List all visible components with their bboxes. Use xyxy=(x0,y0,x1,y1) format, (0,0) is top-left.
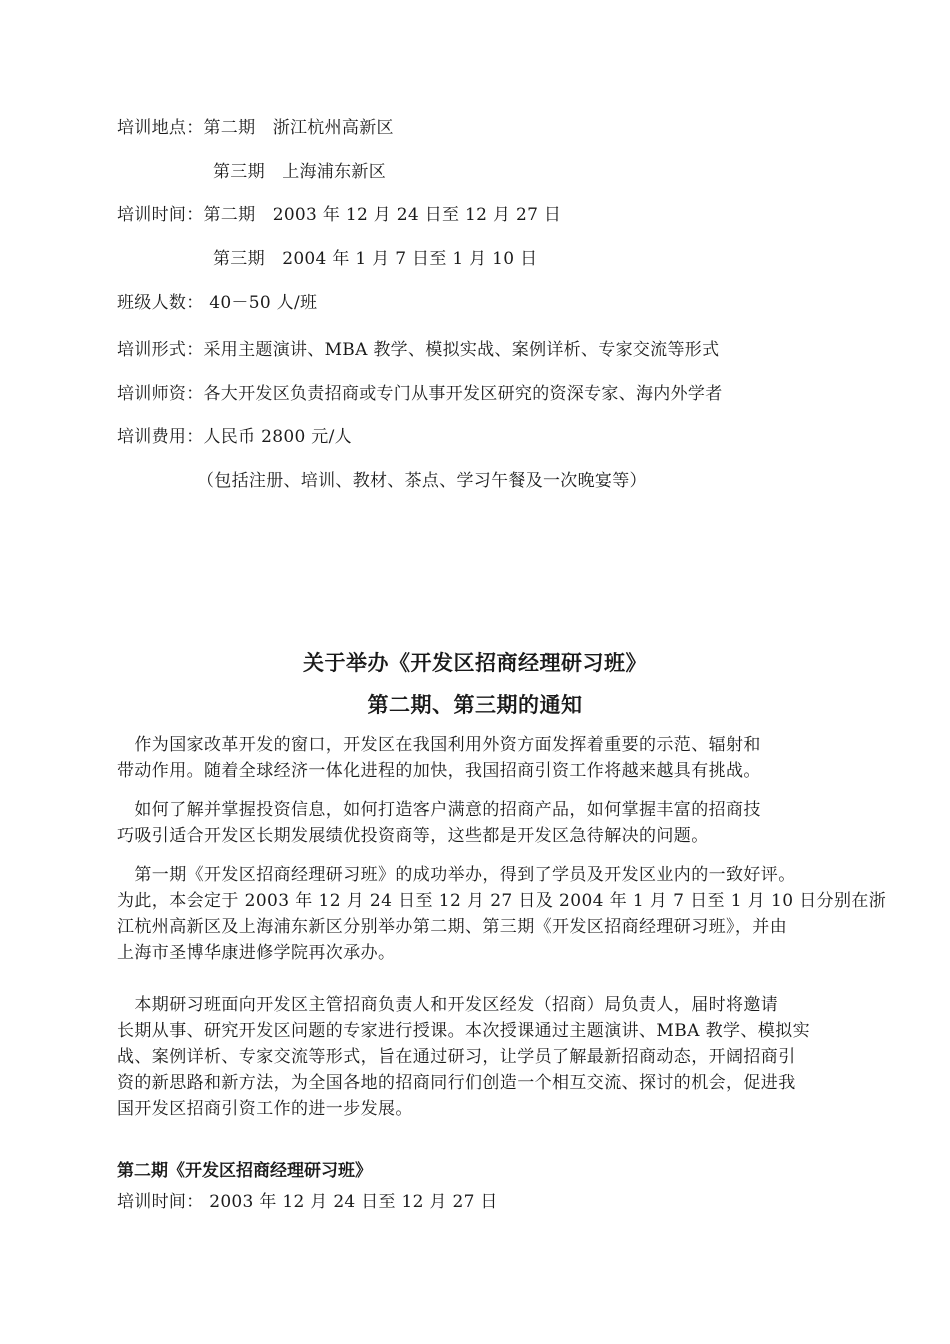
paragraph-line: 为此，本会定于 2003 年 12 月 24 日至 12 月 27 日及 2004 年 1 月 7 日至 1 月 10 日分别在浙 xyxy=(117,891,887,911)
paragraph-line: 上海市圣博华康进修学院再次承办。 xyxy=(117,943,396,963)
paragraph-3 xyxy=(117,862,887,966)
fee-line: 培训费用：人民币 2800 元/人 xyxy=(117,427,352,447)
paragraph-line: 作为国家改革开发的窗口，开发区在我国利用外资方面发挥着重要的示范、辐射和 xyxy=(117,735,761,755)
time-line-2: 第三期 2004 年 1 月 7 日至 1 月 10 日 xyxy=(213,249,538,269)
paragraph-line: 本期研习班面向开发区主管招商负责人和开发区经发（招商）局负责人，届时将邀请 xyxy=(117,995,779,1015)
paragraph-line: 如何了解并掌握投资信息，如何打造客户满意的招商产品，如何掌握丰富的招商技 xyxy=(117,800,761,820)
paragraph-line: 巧吸引适合开发区长期发展绩优投资商等，这些都是开发区急待解决的问题。 xyxy=(117,826,709,846)
paragraph-line: 战、案例详析、专家交流等形式，旨在通过研习，让学员了解最新招商动态，开阔招商引 xyxy=(117,1047,796,1067)
paragraph-line: 带动作用。随着全球经济一体化进程的加快，我国招商引资工作将越来越具有挑战。 xyxy=(117,761,761,781)
notice-title-line-2: 第二期、第三期的通知 xyxy=(367,693,583,717)
location-line-2: 第三期 上海浦东新区 xyxy=(213,162,386,182)
teachers-line: 培训师资：各大开发区负责招商或专门从事开发区研究的资深专家、海内外学者 xyxy=(117,384,723,404)
section-time-line: 培训时间： 2003 年 12 月 24 日至 12 月 27 日 xyxy=(117,1192,498,1212)
fee-note-line: （包括注册、培训、教材、茶点、学习午餐及一次晚宴等） xyxy=(197,471,647,491)
paragraph-line: 长期从事、研究开发区问题的专家进行授课。本次授课通过主题演讲、MBA 教学、模拟实 xyxy=(117,1021,810,1041)
class-size-line: 班级人数： 40－50 人/班 xyxy=(117,293,318,313)
paragraph-line: 第一期《开发区招商经理研习班》的成功举办，得到了学员及开发区业内的一致好评。 xyxy=(117,865,796,885)
notice-title-line-1: 关于举办《开发区招商经理研习班》 xyxy=(303,651,647,675)
paragraph-4 xyxy=(117,992,877,1122)
paragraph-1 xyxy=(117,732,877,784)
section-title: 第二期《开发区招商经理研习班》 xyxy=(117,1161,372,1181)
location-line-1: 培训地点：第二期 浙江杭州高新区 xyxy=(117,118,394,138)
format-line: 培训形式：采用主题演讲、MBA 教学、模拟实战、案例详析、专家交流等形式 xyxy=(117,340,720,360)
paragraph-2 xyxy=(117,797,877,849)
paragraph-line: 资的新思路和新方法，为全国各地的招商同行们创造一个相互交流、探讨的机会，促进我 xyxy=(117,1073,796,1093)
time-line-1: 培训时间：第二期 2003 年 12 月 24 日至 12 月 27 日 xyxy=(117,205,562,225)
paragraph-line: 江杭州高新区及上海浦东新区分别举办第二期、第三期《开发区招商经理研习班》，并由 xyxy=(117,917,788,937)
paragraph-line: 国开发区招商引资工作的进一步发展。 xyxy=(117,1099,413,1119)
